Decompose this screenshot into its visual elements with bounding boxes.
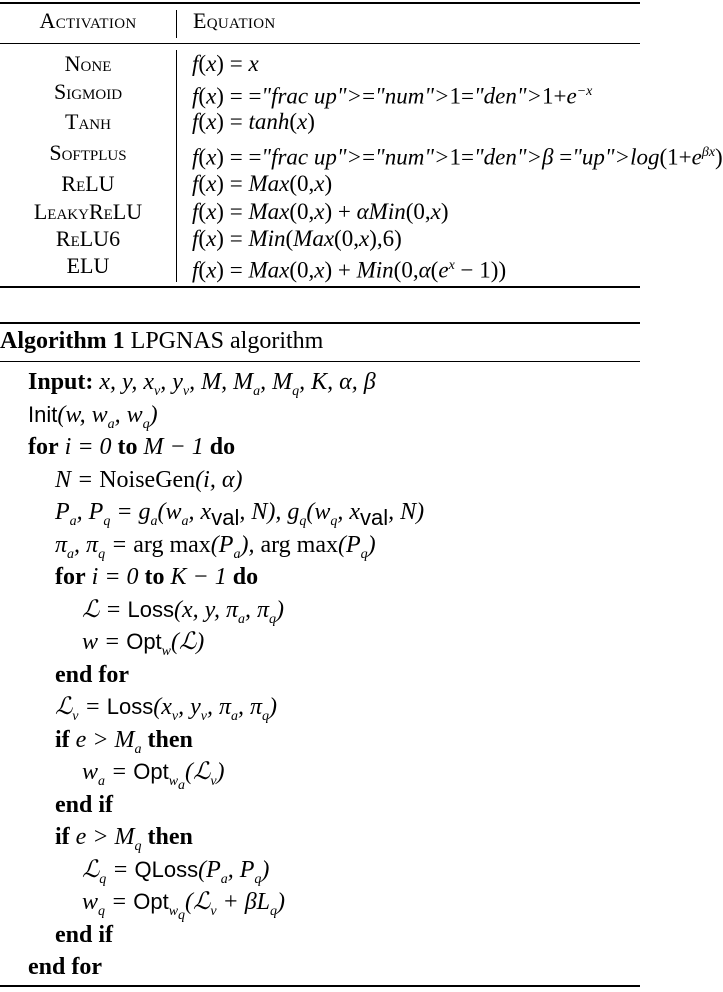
activation-name: ReLU xyxy=(61,171,115,196)
table-top-rule xyxy=(0,2,640,4)
algorithm-top-rule xyxy=(0,322,640,324)
activation-name: Sigmoid xyxy=(53,79,123,104)
header-activation: Activation xyxy=(39,8,137,33)
activation-table xyxy=(0,0,723,300)
algorithm-line: ℒ$_q$ = $QLoss(P_a$, $P_q$) xyxy=(82,856,270,887)
algorithm-line: end if xyxy=(55,921,114,948)
algorithm-bottom-rule xyxy=(0,985,640,987)
header-column-separator xyxy=(176,10,177,38)
algorithm-line: $w_a$ = Opt$_{w_a}$(ℒ$_v$) xyxy=(82,759,225,793)
header-rule xyxy=(0,43,640,44)
algorithm-block xyxy=(0,320,640,992)
algorithm-line: Init(w, $w_a$, $w_q$) xyxy=(28,401,158,432)
algorithm-line: end for xyxy=(28,954,102,980)
algorithm-label: Algorithm 1 xyxy=(0,328,125,354)
activation-name: ReLU6 xyxy=(55,226,121,251)
activation-equation: f(x) = Min(Max(0,x),6) xyxy=(192,226,402,251)
header-equation: Equation xyxy=(193,8,276,33)
algorithm-title: LPGNAS algorithm xyxy=(130,328,324,354)
activation-name: Softplus xyxy=(49,140,127,165)
activation-name: ELU xyxy=(66,253,110,278)
activation-equation: f(x) = ="frac up">="num">1="den">β $="up">\log(1+e^{\beta x})$ xyxy=(192,144,723,170)
algorithm-line: Input: x, y, $x_v$, $y_v$, M, $M_a$, $M_q$, K, α, β xyxy=(28,369,376,399)
algorithm-line: end for xyxy=(55,661,129,688)
activation-name: Tanh xyxy=(65,109,111,134)
algorithm-line: $\pi_a$, $\pi_q$ = arg $\max(P_a)$, arg $\max(P_q)$ xyxy=(55,531,376,562)
algorithm-line: if $e > M_a$ then xyxy=(55,726,193,757)
activation-equation: f(x) = tanh(x) xyxy=(192,109,315,134)
activation-equation: f(x) = ="frac $up">="num">1="den">1+e^{-x}$ xyxy=(192,83,593,109)
algorithm-line: if $e > M_q$ then xyxy=(55,824,193,854)
algorithm-line: for i = 0 to M − 1 do xyxy=(28,434,236,460)
algorithm-line: $P_a$, $P_q = g_a(w_a$, $x_{val}$, N), $g_q(w_q$, $x_{val}$, N) xyxy=(55,499,425,530)
algorithm-line: $w_q$ = Opt$_{w_q}$(ℒ$_v$ + $\beta L_q$) xyxy=(82,889,286,923)
activation-equation: f(x) = x xyxy=(192,51,259,76)
activation-name: None xyxy=(64,51,112,76)
algorithm-caption xyxy=(0,328,323,355)
algorithm-line: ℒ = Loss(x, y, $\pi_a$, $\pi_q$) xyxy=(82,596,284,627)
table-bottom-rule xyxy=(0,286,640,288)
algorithm-line: end if xyxy=(55,791,114,818)
algorithm-caption-rule xyxy=(0,361,640,362)
algorithm-line: w = Opt$_w$(ℒ) xyxy=(82,629,205,659)
activation-name: LeakyReLU xyxy=(33,199,143,224)
algorithm-line: for i = 0 to K − 1 do xyxy=(55,564,259,590)
activation-equation: f(x) = Max(0,x) xyxy=(192,171,333,196)
activation-equation: f(x) = Max(0,x) + αMin(0,x) xyxy=(192,199,449,224)
body-column-separator xyxy=(176,50,177,282)
algorithm-line: N = NoiseGen(i, α) xyxy=(55,466,243,493)
activation-equation: $f(x) = Max(0,x) + Min(0,\alpha(e^x - 1))$ xyxy=(192,257,507,283)
algorithm-line: ℒ$_v$ = $Loss(x_v$, $y_v$, $\pi_a$, $\pi_q$) xyxy=(55,694,278,724)
